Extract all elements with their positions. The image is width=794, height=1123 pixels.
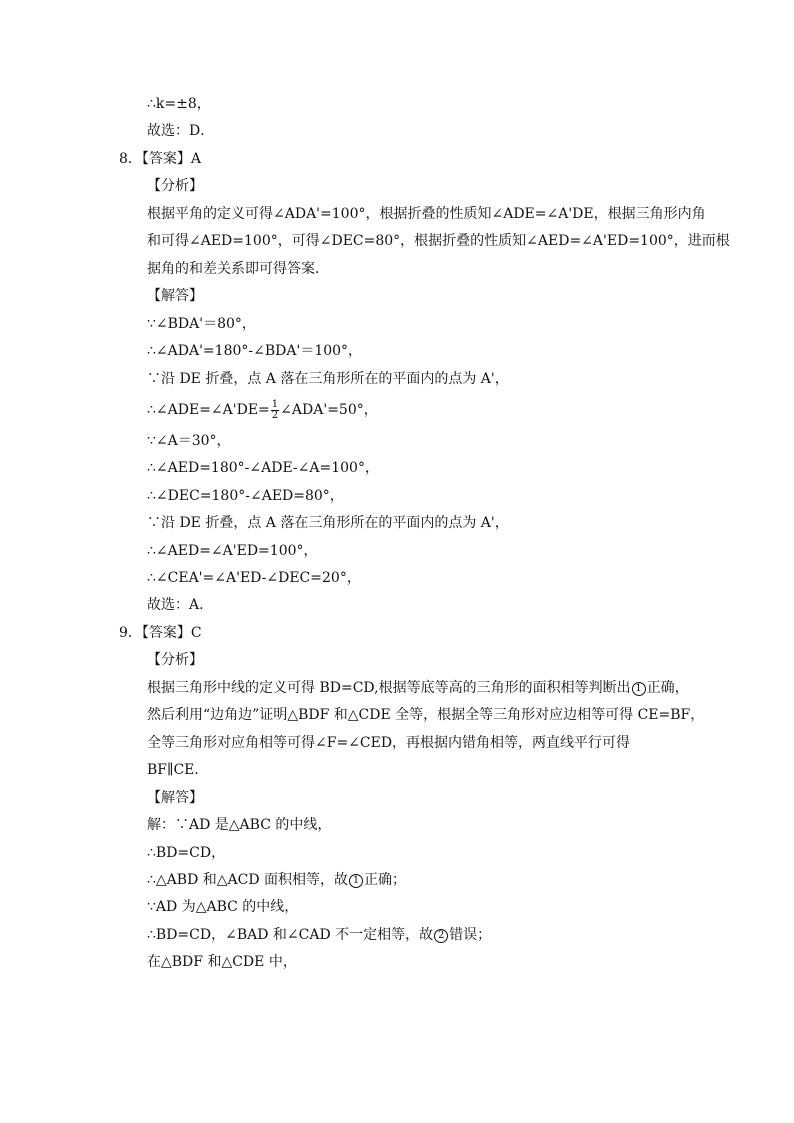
text-line: ∴∠DEC=180°-∠AED=80°， <box>147 488 344 504</box>
text-line: 解：∵AD 是△ABC 的中线， <box>147 817 332 833</box>
circled-number: 1 <box>632 682 646 696</box>
text-segment: ∴△ABD 和△ACD 面积相等，故 <box>147 872 349 888</box>
section-heading-analysis: 【分析】 <box>147 652 203 668</box>
text-line: ∵沿 DE 折叠，点 A 落在三角形所在的平面内的点为 A'， <box>147 515 509 531</box>
text-segment: ∠ADA'=50°， <box>280 402 378 418</box>
text-line: ∴∠CEA'=∠A'ED-∠DEC=20°， <box>147 570 361 586</box>
circled-number: 1 <box>349 874 363 888</box>
section-heading-solution: 【解答】 <box>147 288 203 304</box>
text-line: ∵AD 为△ABC 的中线， <box>147 899 299 915</box>
text-line-with-fraction <box>147 398 378 422</box>
text-line: ∵沿 DE 折叠，点 A 落在三角形所在的平面内的点为 A'， <box>147 371 509 387</box>
text-segment: ∴∠ADE=∠A'DE= <box>147 402 270 418</box>
text-line: ∵∠BDA'＝80°， <box>147 316 256 332</box>
text-segment: 根据三角形中线的定义可得 BD=CD,根据等底等高的三角形的面积相等判断出 <box>147 680 631 696</box>
text-line: BF∥CE． <box>147 762 209 778</box>
text-line: ∴∠AED=∠A'ED=100°， <box>147 543 318 559</box>
question-9-answer: 9．【答案】C <box>119 625 202 641</box>
text-line: ∴∠ADA'=180°-∠BDA'＝100°， <box>147 343 363 359</box>
text-line: ∴∠AED=180°-∠ADE-∠A=100°， <box>147 460 379 476</box>
text-line: 然后利用“边角边”证明△BDF 和△CDE 全等，根据全等三角形对应边相等可得 CE=BF， <box>147 707 705 723</box>
text-line: ∴BD=CD， <box>147 845 226 861</box>
text-line: 在△BDF 和△CDE 中， <box>147 954 297 970</box>
text-line: ∵∠A＝30°， <box>147 433 231 449</box>
text-line <box>147 678 689 698</box>
section-heading-solution: 【解答】 <box>147 790 203 806</box>
section-heading-analysis: 【分析】 <box>147 178 203 194</box>
text-line: 全等三角形对应角相等可得∠F=∠CED，再根据内错角相等，两直线平行可得 <box>147 735 631 751</box>
fraction-denominator: 2 <box>271 409 279 421</box>
text-segment: 错误； <box>449 927 492 943</box>
text-segment: ∴BD=CD，∠BAD 和∠CAD 不一定相等，故 <box>147 927 434 943</box>
text-line <box>147 870 406 890</box>
text-line: 据角的和差关系即可得答案． <box>147 261 329 277</box>
text-line: 故选：D． <box>147 123 215 139</box>
text-line: ∴k=±8， <box>147 96 211 112</box>
text-line <box>147 925 491 945</box>
question-8-answer: 8．【答案】A <box>119 151 202 167</box>
fraction <box>271 400 279 421</box>
text-line: 和可得∠AED=100°，可得∠DEC=80°，根据折叠的性质知∠AED=∠A'ED=100°，进而根 <box>147 233 730 249</box>
text-segment: 正确； <box>364 872 407 888</box>
circled-number: 2 <box>434 929 448 943</box>
fraction-numerator: 1 <box>271 398 279 410</box>
text-segment: 正确， <box>646 680 689 696</box>
text-line: 故选：A． <box>147 597 214 613</box>
text-line: 根据平角的定义可得∠ADA'=100°，根据折叠的性质知∠ADE=∠A'DE，根据三角形内角 <box>147 206 706 222</box>
